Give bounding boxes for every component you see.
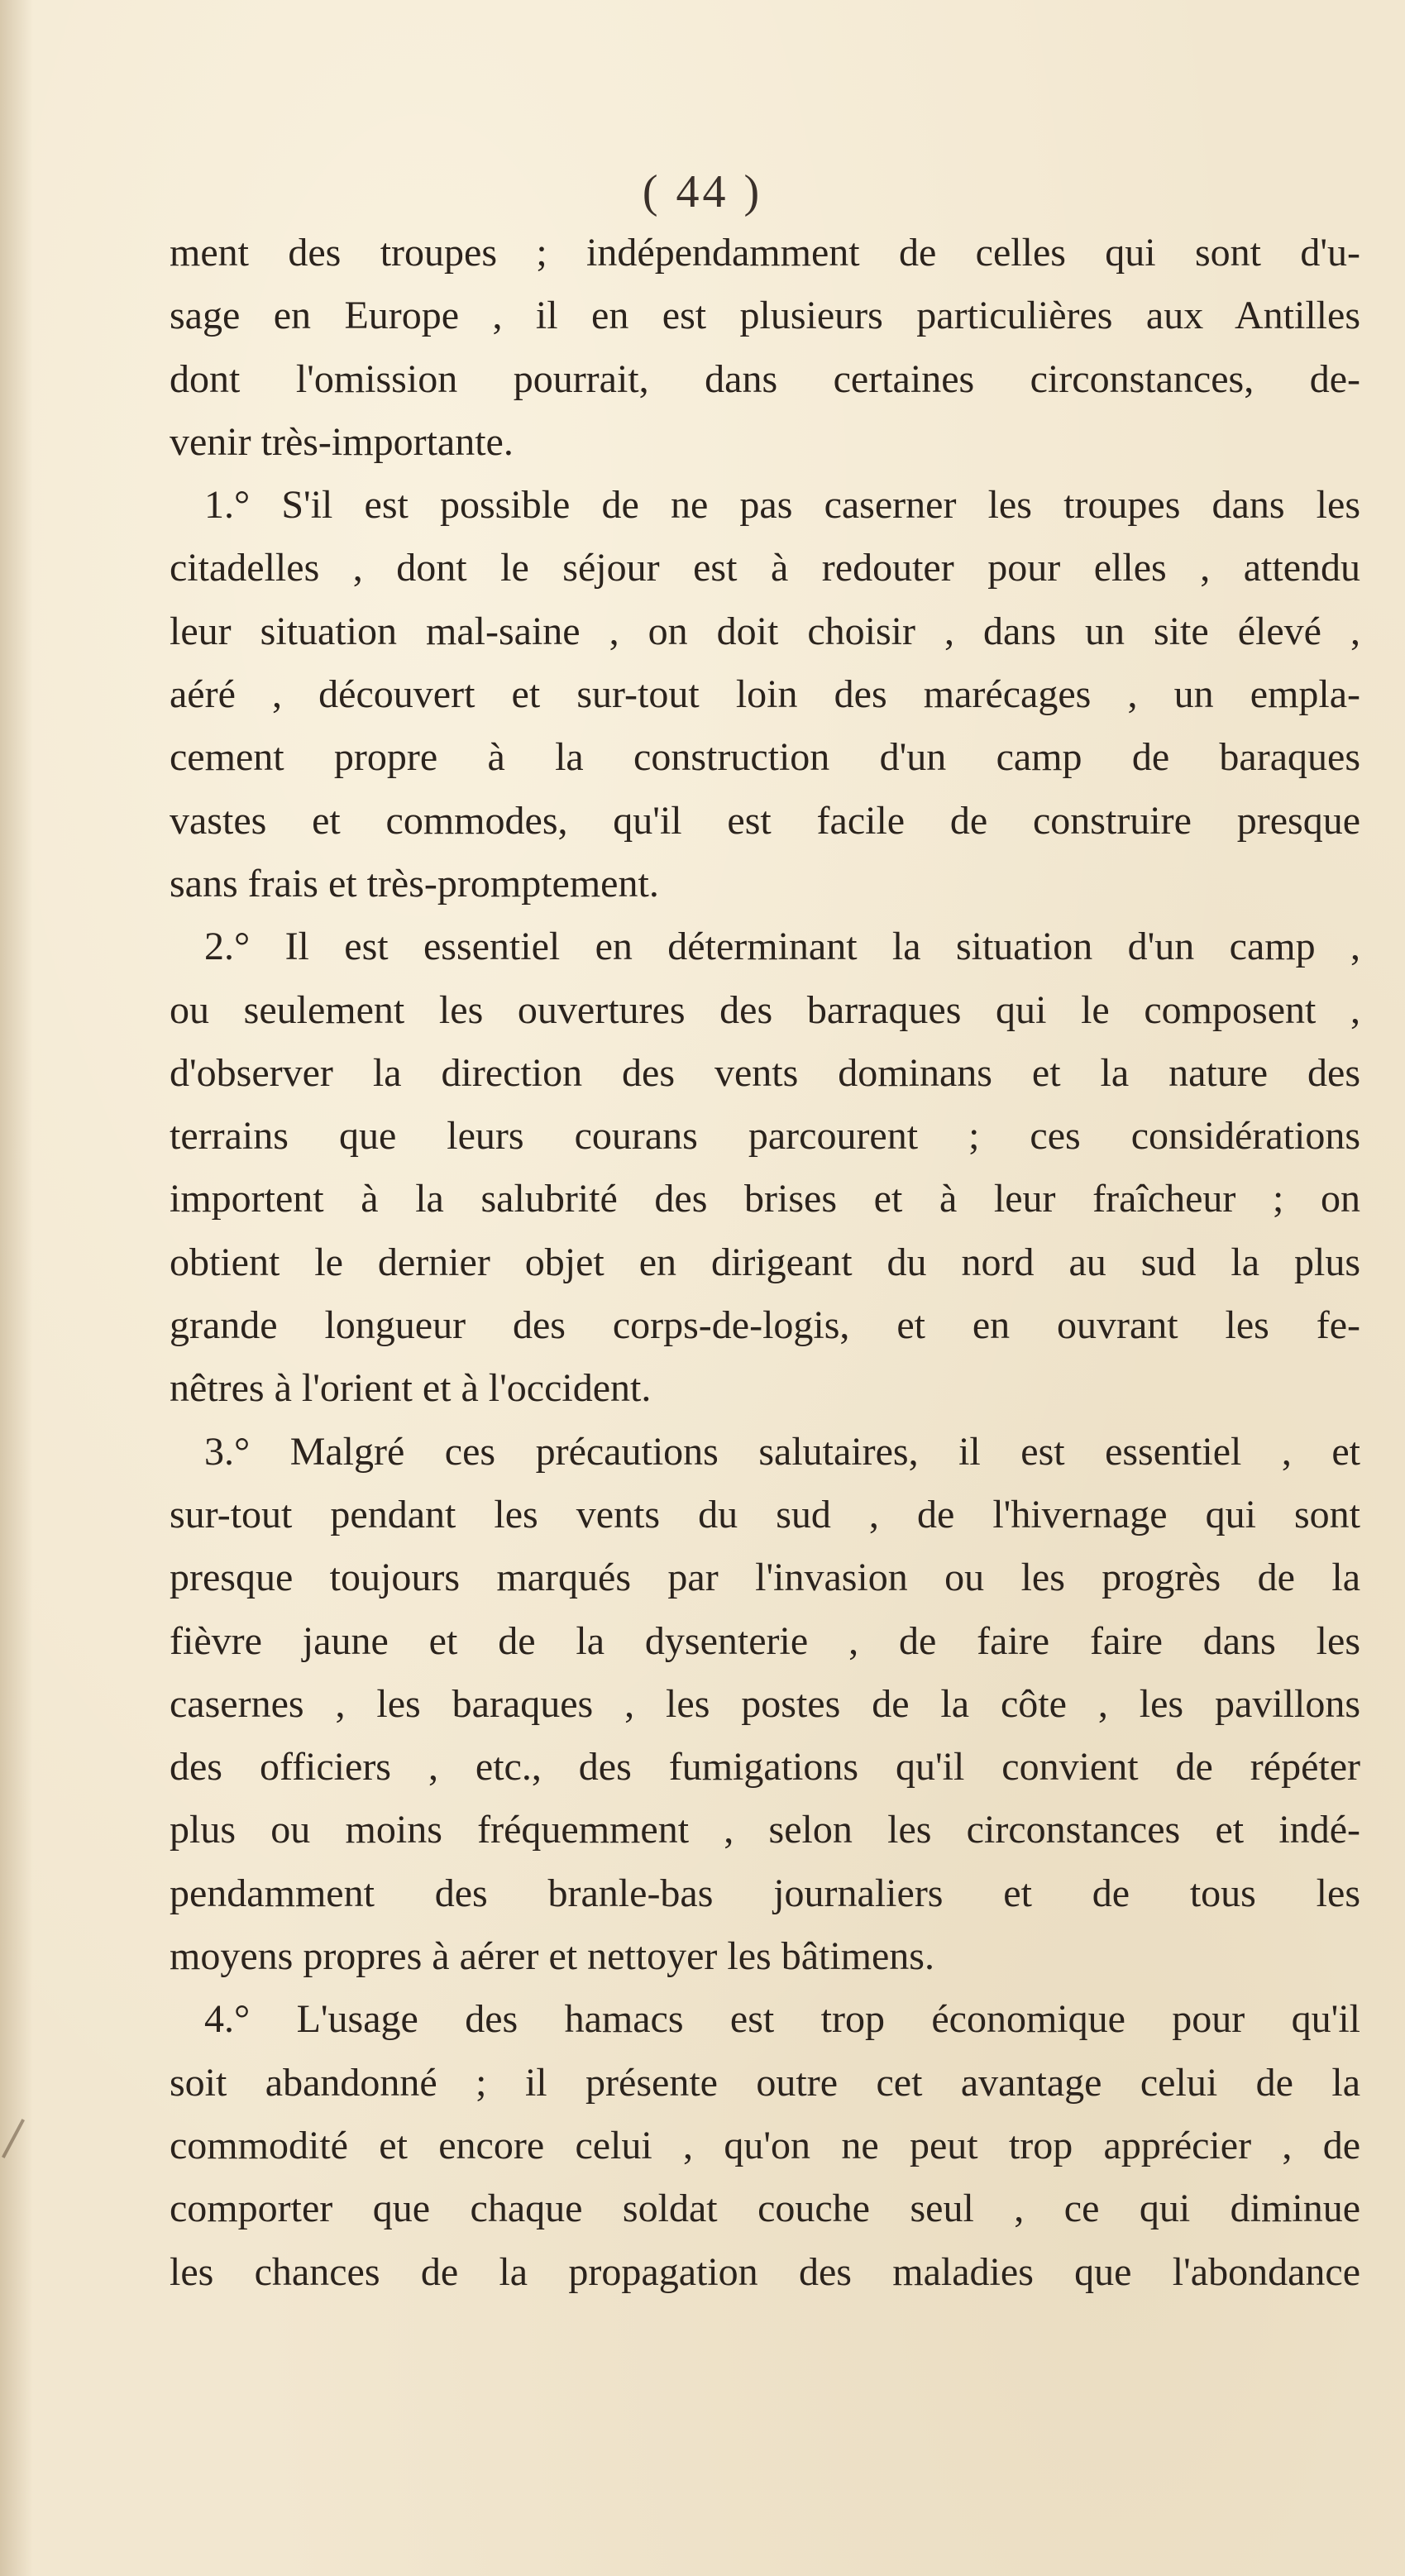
text-line: comporter que chaque soldat couche seul , ce qui diminue: [170, 2186, 1360, 2231]
text-line: commodité et encore celui , qu'on ne peut trop apprécier , de: [170, 2123, 1360, 2167]
text-line: grande longueur des corps-de-logis, et en ouvrant les fe-: [170, 1303, 1360, 1348]
text-line: presque toujours marqués par l'invasion ou les progrès de la: [170, 1556, 1360, 1600]
text-line: dont l'omission pourrait, dans certaines circonstances, de-: [170, 356, 1360, 401]
text-line: nêtres à l'orient et à l'occident.: [170, 1366, 652, 1411]
text-line: 2.° Il est essentiel en déterminant la situation d'un camp ,: [204, 925, 1360, 969]
text-line: 3.° Malgré ces précautions salutaires, il est essentiel , et: [204, 1429, 1360, 1474]
text-line: sans frais et très-promptement.: [170, 861, 659, 906]
text-line: des officiers , etc., des fumigations qu'il convient de répéter: [170, 1745, 1360, 1790]
text-line: venir très-importante.: [170, 419, 514, 464]
text-line: casernes , les baraques , les postes de la côte , les pavillons: [170, 1681, 1360, 1726]
text-line: ment des troupes ; indépendamment de celles qui sont d'u-: [170, 231, 1360, 275]
page-number: ( 44 ): [642, 166, 763, 217]
text-line: sur-tout pendant les vents du sud , de l'hivernage qui sont: [170, 1492, 1360, 1537]
text-line: plus ou moins fréquemment , selon les circonstances et indé-: [170, 1808, 1360, 1852]
text-line: pendamment des branle-bas journaliers et de tous les: [170, 1871, 1360, 1915]
text-line: les chances de la propagation des maladies que l'abondance: [170, 2249, 1360, 2294]
text-line: vastes et commodes, qu'il est facile de construire presque: [170, 798, 1360, 843]
text-line: soit abandonné ; il présente outre cet avantage celui de la: [170, 2060, 1360, 2105]
text-line: 1.° S'il est possible de ne pas caserner les troupes dans les: [204, 483, 1360, 528]
text-line: ou seulement les ouvertures des barraques qui le composent ,: [170, 987, 1360, 1032]
text-line: importent à la salubrité des brises et à leur fraîcheur ; on: [170, 1177, 1360, 1221]
text-line: moyens propres à aérer et nettoyer les bâtimens.: [170, 1934, 934, 1979]
binding-shadow: [0, 0, 33, 2576]
text-line: aéré , découvert et sur-tout loin des marécages , un empla-: [170, 672, 1360, 717]
text-line: sage en Europe , il en est plusieurs particulières aux Antilles: [170, 294, 1360, 338]
body-text: [170, 222, 1360, 2304]
text-line: 4.° L'usage des hamacs est trop économique pour qu'il: [204, 1997, 1360, 2042]
text-line: leur situation mal-saine , on doit choisir , dans un site élevé ,: [170, 609, 1360, 653]
text-line: fièvre jaune et de la dysenterie , de faire faire dans les: [170, 1618, 1360, 1663]
text-line: obtient le dernier objet en dirigeant du nord au sud la plus: [170, 1240, 1360, 1284]
text-line: cement propre à la construction d'un camp de baraques: [170, 735, 1360, 780]
text-line: terrains que leurs courans parcourent ; ces considérations: [170, 1114, 1360, 1159]
text-line: d'observer la direction des vents dominans et la nature des: [170, 1050, 1360, 1095]
text-line: citadelles , dont le séjour est à redouter pour elles , attendu: [170, 546, 1360, 590]
